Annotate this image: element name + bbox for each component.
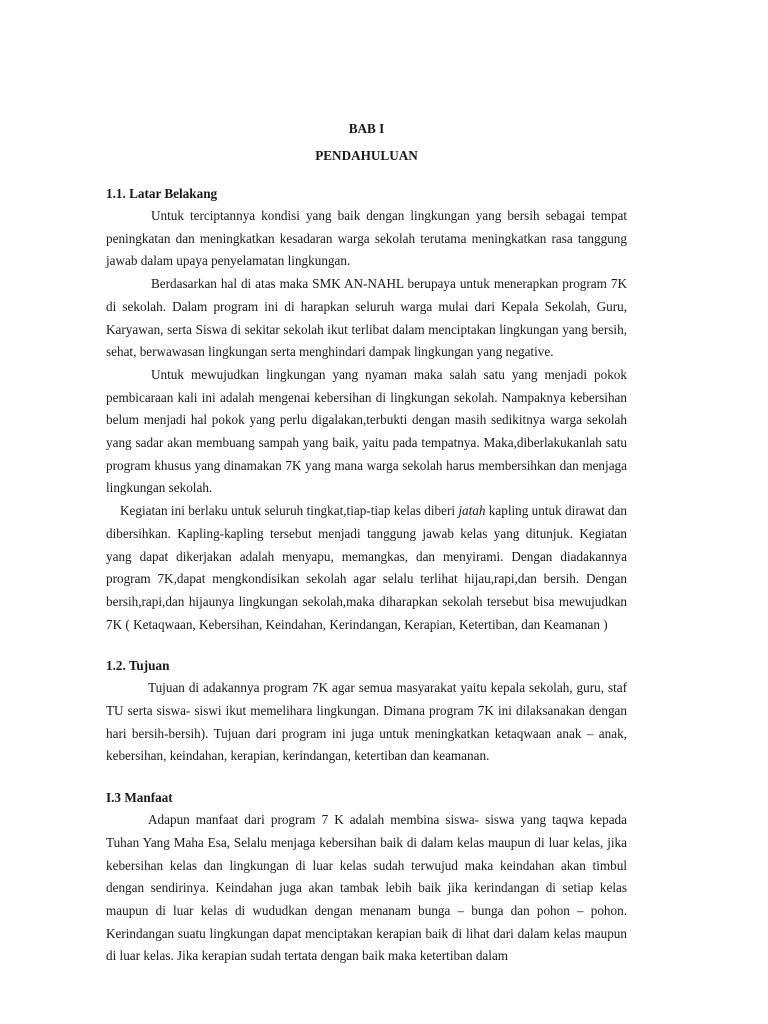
document-content [106, 118, 627, 964]
paragraph-text: kapling untuk dirawat dan dibersihkan. Kapling-kapling tersebut menjadi tanggung jawab kelas yang ditunjuk. Kegiatan yang dapat dikerjakan adalah menyapu, memangkas, dan menyirami. Dengan diadakannya program 7K,dapat mengkondisikan sekolah agar selalu terlihat hijau,rapi,dan bersih. Dengan bersih,rapi,dan hijaunya lingkungan sekolah,maka diharapkan sekolah tersebut bisa mewujudkan 7K ( Ketaqwaan, Kebersihan, Keindahan, Kerindangan, Kerapian, Ketertiban, dan Keamanan ) [106, 503, 627, 632]
section-heading-tujuan: 1.2. Tujuan [106, 658, 170, 674]
section-heading-manfaat: I.3 Manfaat [106, 790, 173, 806]
section-heading-latar-belakang: 1.1. Latar Belakang [106, 186, 218, 201]
paragraph-text: Kegiatan ini berlaku untuk seluruh tingkat,tiap-tiap kelas diberi [120, 503, 459, 519]
paragraph: Berdasarkan hal di atas maka SMK AN-NAHL berupaya untuk menerapkan program 7K di sekolah. Dalam program ini di harapkan seluruh warga mulai dari Kepala Sekolah, Guru, Karyawan, serta Siswa di sekitar sekolah ikut terlibat dalam menciptakan lingkungan yang bersih, sehat, berwawasan lingkungan serta menghindari dampak lingkungan yang negative. [106, 276, 627, 360]
paragraph: Tujuan di adakannya program 7K agar semua masyarakat yaitu kepala sekolah, guru, staf TU serta siswa- siswi ikut memelihara lingkungan. Dimana program 7K ini dilaksanakan dengan hari bersih-bersih). Tujuan dari program ini juga untuk meningkatkan ketaqwaan anak – anak, kebersihan, keindahan, kerapian, kerindangan, ketertiban dan keamanan. [106, 680, 627, 764]
paragraph: Untuk terciptannya kondisi yang baik dengan lingkungan yang bersih sebagai tempat peningkatan dan meningkatkan kesadaran warga sekolah terutama meningkatkan rasa tanggung jawab dalam upaya penyelamatan lingkungan. [106, 208, 627, 269]
italic-term: jatah [458, 503, 486, 519]
paragraph: Adapun manfaat dari program 7 K adalah membina siswa- siswa yang taqwa kepada Tuhan Yang Maha Esa, Selalu menjaga kebersihan baik di dalam kelas maupun di luar kelas, jika kebersihan kelas dan lingkungan di luar kelas sudah terwujud maka keindahan akan timbul dengan sendirinya. Keindahan juga akan tambak lebih baik jika kerindangan di setiap kelas maupun di luar kelas di wududkan dengan menanam bunga – bunga dan pohon – pohon. Kerindangan suatu lingkungan dapat menciptakan kerapian baik di lihat dari dalam kelas maupun di luar kelas. Jika kerapian sudah tertata dengan baik maka ketertiban dalam [106, 812, 627, 964]
paragraph: Untuk mewujudkan lingkungan yang nyaman maka salah satu yang menjadi pokok pembicaraan kali ini adalah mengenai kebersihan di lingkungan sekolah. Nampaknya kebersihan belum menjadi hal pokok yang perlu digalakan,terbukti dengan masih sedikitnya warga sekolah yang sadar akan membuang sampah yang baik, yaitu pada tempatnya. Maka,diberlakukanlah satu program khusus yang dinamakan 7K yang mana warga sekolah harus membersihkan dan menjaga lingkungan sekolah. [106, 366, 627, 496]
chapter-title: PENDAHULUAN [315, 148, 418, 163]
paragraph [106, 500, 627, 636]
chapter-number: BAB I [348, 121, 385, 136]
